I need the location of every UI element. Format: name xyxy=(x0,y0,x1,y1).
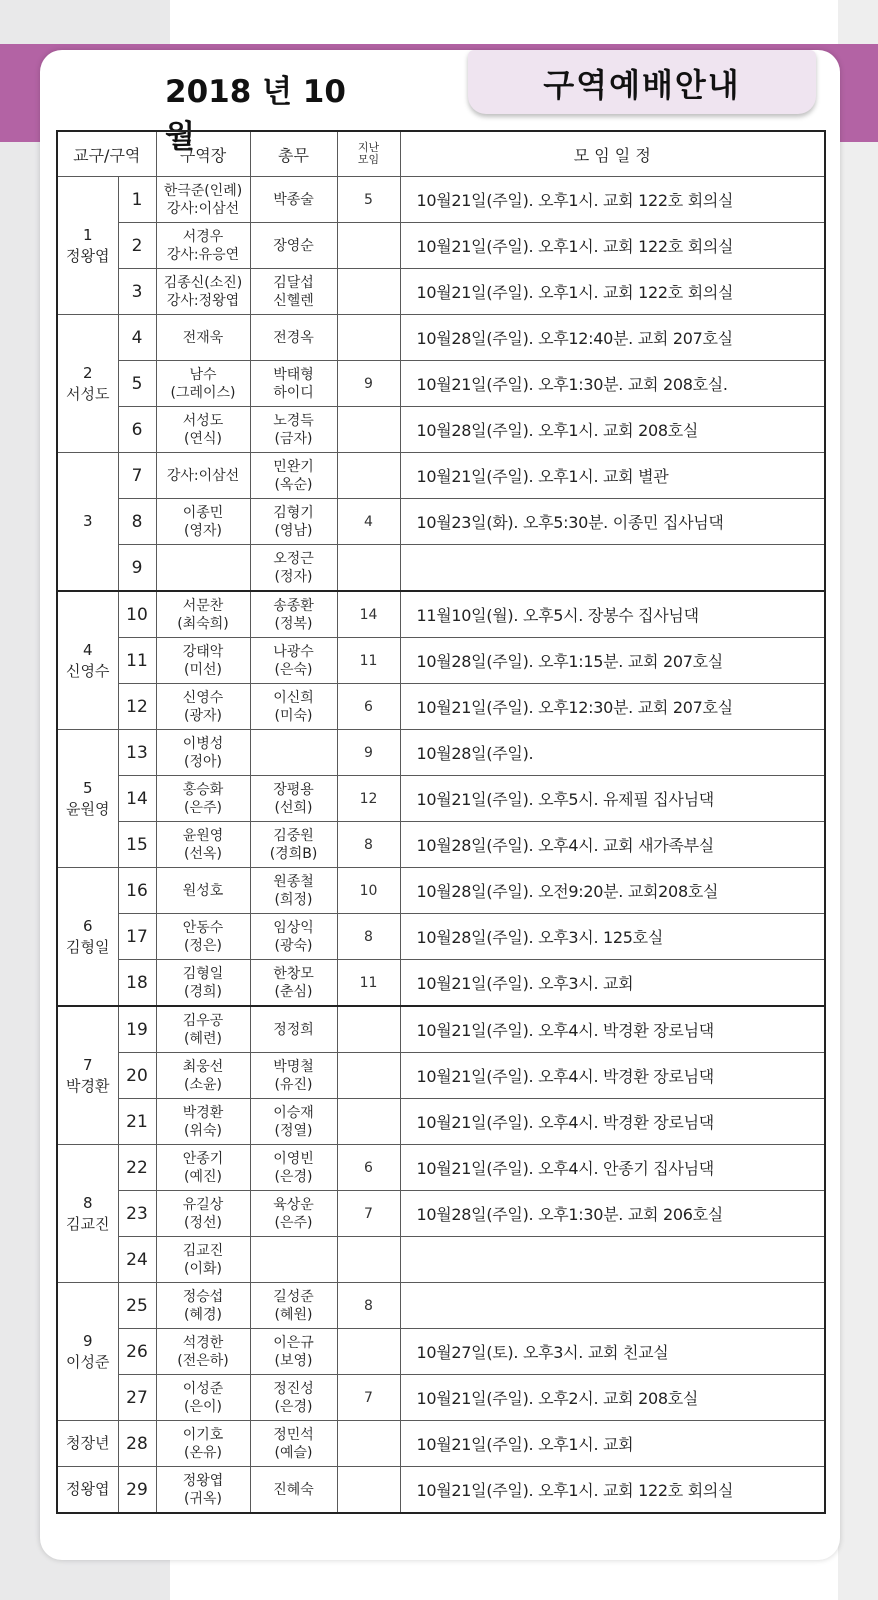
leader-cell: 김형일 (경희) xyxy=(156,960,250,1007)
zone-number-cell: 14 xyxy=(118,776,156,822)
zone-number-cell: 21 xyxy=(118,1099,156,1145)
leader-cell: 안동수 (정은) xyxy=(156,914,250,960)
zone-number-cell: 4 xyxy=(118,315,156,361)
leader-cell: 유길상 (정선) xyxy=(156,1191,250,1237)
col-header-admin: 총무 xyxy=(250,131,337,177)
zone-number-cell: 24 xyxy=(118,1237,156,1283)
schedule-cell: 11월10일(월). 오후5시. 장봉수 집사님댁 xyxy=(400,591,825,638)
past-meeting-cell: 8 xyxy=(337,1283,400,1329)
leader-cell: 강사:이삼선 xyxy=(156,453,250,499)
leader-cell: 석경한 (전은하) xyxy=(156,1329,250,1375)
schedule-cell: 10월21일(주일). 오후4시. 박경환 장로님댁 xyxy=(400,1053,825,1099)
past-meeting-cell xyxy=(337,1237,400,1283)
table-row xyxy=(57,177,825,223)
zone-number-cell: 11 xyxy=(118,638,156,684)
leader-cell: 이성준 (은이) xyxy=(156,1375,250,1421)
schedule-cell: 10월23일(화). 오후5:30분. 이종민 집사님댁 xyxy=(400,499,825,545)
schedule-cell: 10월28일(주일). 오후1:30분. 교회 206호실 xyxy=(400,1191,825,1237)
table-row xyxy=(57,1145,825,1191)
zone-number-cell: 23 xyxy=(118,1191,156,1237)
admin-cell: 이승재 (정열) xyxy=(250,1099,337,1145)
leader-cell: 전재욱 xyxy=(156,315,250,361)
zone-number-cell: 20 xyxy=(118,1053,156,1099)
table-row xyxy=(57,269,825,315)
leader-cell: 이병성 (정아) xyxy=(156,730,250,776)
zone-number-cell: 7 xyxy=(118,453,156,499)
leader-cell: 신영수 (광자) xyxy=(156,684,250,730)
district-cell: 2 서성도 xyxy=(57,315,118,453)
schedule-cell: 10월28일(주일). 오전9:20분. 교회208호실 xyxy=(400,868,825,914)
table-row xyxy=(57,914,825,960)
table-row xyxy=(57,1191,825,1237)
zone-number-cell: 6 xyxy=(118,407,156,453)
schedule-cell: 10월21일(주일). 오후12:30분. 교회 207호실 xyxy=(400,684,825,730)
past-meeting-cell: 11 xyxy=(337,638,400,684)
zone-number-cell: 22 xyxy=(118,1145,156,1191)
admin-cell xyxy=(250,730,337,776)
leader-cell: 정왕엽 (귀옥) xyxy=(156,1467,250,1514)
admin-cell: 이은규 (보영) xyxy=(250,1329,337,1375)
schedule-cell: 10월28일(주일). xyxy=(400,730,825,776)
leader-cell: 김종신(소진) 강사:정왕엽 xyxy=(156,269,250,315)
admin-cell: 나광수 (은숙) xyxy=(250,638,337,684)
zone-number-cell: 3 xyxy=(118,269,156,315)
district-cell: 5 윤원영 xyxy=(57,730,118,868)
leader-cell: 서성도 (연식) xyxy=(156,407,250,453)
schedule-cell: 10월21일(주일). 오후1시. 교회 xyxy=(400,1421,825,1467)
past-meeting-cell: 7 xyxy=(337,1191,400,1237)
admin-cell: 원종철 (희정) xyxy=(250,868,337,914)
admin-cell: 장영순 xyxy=(250,223,337,269)
leader-cell xyxy=(156,545,250,592)
leader-cell: 남수 (그레이스) xyxy=(156,361,250,407)
table-row xyxy=(57,315,825,361)
admin-cell: 정진성 (은경) xyxy=(250,1375,337,1421)
past-meeting-cell: 6 xyxy=(337,684,400,730)
past-meeting-cell: 4 xyxy=(337,499,400,545)
leader-cell: 정승섭 (혜경) xyxy=(156,1283,250,1329)
zone-number-cell: 1 xyxy=(118,177,156,223)
past-meeting-cell: 12 xyxy=(337,776,400,822)
schedule-cell: 10월28일(주일). 오후3시. 125호실 xyxy=(400,914,825,960)
district-cell: 1 정왕엽 xyxy=(57,177,118,315)
past-meeting-cell xyxy=(337,1053,400,1099)
past-meeting-cell: 6 xyxy=(337,1145,400,1191)
schedule-cell: 10월28일(주일). 오후4시. 교회 새가족부실 xyxy=(400,822,825,868)
past-meeting-cell: 9 xyxy=(337,361,400,407)
past-meeting-cell xyxy=(337,407,400,453)
admin-cell: 송종환 (정복) xyxy=(250,591,337,638)
admin-cell: 진혜숙 xyxy=(250,1467,337,1514)
leader-cell: 이기호 (온유) xyxy=(156,1421,250,1467)
table-row xyxy=(57,1099,825,1145)
schedule-cell: 10월28일(주일). 오후1:15분. 교회 207호실 xyxy=(400,638,825,684)
admin-cell: 정정희 xyxy=(250,1006,337,1053)
district-cell: 9 이성준 xyxy=(57,1283,118,1421)
table-header-row xyxy=(57,131,825,177)
table-row xyxy=(57,684,825,730)
past-meeting-cell xyxy=(337,1329,400,1375)
admin-cell: 육상운 (은주) xyxy=(250,1191,337,1237)
table-row xyxy=(57,868,825,914)
schedule-cell: 10월21일(주일). 오후4시. 박경환 장로님댁 xyxy=(400,1099,825,1145)
admin-cell: 임상익 (광숙) xyxy=(250,914,337,960)
admin-cell: 이신희 (미숙) xyxy=(250,684,337,730)
leader-cell: 강태악 (미선) xyxy=(156,638,250,684)
district-cell: 정왕엽 xyxy=(57,1467,118,1514)
zone-number-cell: 19 xyxy=(118,1006,156,1053)
schedule-cell: 10월21일(주일). 오후1시. 교회 122호 회의실 xyxy=(400,1467,825,1514)
table-row xyxy=(57,1421,825,1467)
leader-cell: 이종민 (영자) xyxy=(156,499,250,545)
schedule-cell xyxy=(400,1237,825,1283)
col-header-zone: 교구/구역 xyxy=(57,131,156,177)
col-header-past-meeting: 지난 모임 xyxy=(337,131,400,177)
table-row xyxy=(57,1329,825,1375)
past-meeting-cell xyxy=(337,1421,400,1467)
past-meeting-cell: 8 xyxy=(337,822,400,868)
leader-cell: 박경환 (위숙) xyxy=(156,1099,250,1145)
table-row xyxy=(57,499,825,545)
leader-cell: 서경우 강사:유응연 xyxy=(156,223,250,269)
table-row xyxy=(57,1006,825,1053)
schedule-cell: 10월21일(주일). 오후1시. 교회 별관 xyxy=(400,453,825,499)
title-tab xyxy=(468,50,816,114)
district-cell: 3 xyxy=(57,453,118,592)
table-row xyxy=(57,591,825,638)
admin-cell: 김형기 (영남) xyxy=(250,499,337,545)
zone-number-cell: 13 xyxy=(118,730,156,776)
past-meeting-cell: 9 xyxy=(337,730,400,776)
admin-cell: 박종술 xyxy=(250,177,337,223)
zone-number-cell: 28 xyxy=(118,1421,156,1467)
admin-cell: 김달섭 신헬렌 xyxy=(250,269,337,315)
schedule-cell: 10월28일(주일). 오후1시. 교회 208호실 xyxy=(400,407,825,453)
zone-number-cell: 9 xyxy=(118,545,156,592)
table-row xyxy=(57,960,825,1007)
district-cell: 청장년 xyxy=(57,1421,118,1467)
zone-number-cell: 29 xyxy=(118,1467,156,1514)
schedule-cell: 10월21일(주일). 오후4시. 안종기 집사님댁 xyxy=(400,1145,825,1191)
zone-number-cell: 26 xyxy=(118,1329,156,1375)
admin-cell: 전경옥 xyxy=(250,315,337,361)
past-meeting-cell: 5 xyxy=(337,177,400,223)
zone-number-cell: 12 xyxy=(118,684,156,730)
zone-number-cell: 8 xyxy=(118,499,156,545)
table-row xyxy=(57,361,825,407)
zone-number-cell: 25 xyxy=(118,1283,156,1329)
admin-cell: 장평용 (선희) xyxy=(250,776,337,822)
table-row xyxy=(57,776,825,822)
leader-cell: 최웅선 (소윤) xyxy=(156,1053,250,1099)
table-row xyxy=(57,407,825,453)
schedule-cell: 10월21일(주일). 오후5시. 유제필 집사님댁 xyxy=(400,776,825,822)
past-meeting-cell: 7 xyxy=(337,1375,400,1421)
table-row xyxy=(57,638,825,684)
leader-cell: 홍승화 (은주) xyxy=(156,776,250,822)
right-margin-panel xyxy=(838,0,878,1600)
admin-cell: 박태형 하이디 xyxy=(250,361,337,407)
table-row xyxy=(57,730,825,776)
zone-number-cell: 15 xyxy=(118,822,156,868)
schedule-cell: 10월21일(주일). 오후1시. 교회 122호 회의실 xyxy=(400,269,825,315)
past-meeting-cell: 14 xyxy=(337,591,400,638)
table-row xyxy=(57,1467,825,1514)
district-cell: 7 박경환 xyxy=(57,1006,118,1145)
district-cell: 4 신영수 xyxy=(57,591,118,730)
district-cell: 6 김형일 xyxy=(57,868,118,1007)
table-row xyxy=(57,223,825,269)
table-row xyxy=(57,1053,825,1099)
past-meeting-cell: 11 xyxy=(337,960,400,1007)
admin-cell: 민완기 (옥순) xyxy=(250,453,337,499)
schedule-cell: 10월21일(주일). 오후2시. 교회 208호실 xyxy=(400,1375,825,1421)
table-row xyxy=(57,453,825,499)
schedule-cell: 10월21일(주일). 오후1:30분. 교회 208호실. xyxy=(400,361,825,407)
admin-cell: 정민석 (예슬) xyxy=(250,1421,337,1467)
leader-cell: 김교진 (이화) xyxy=(156,1237,250,1283)
leader-cell: 서문찬 (최숙희) xyxy=(156,591,250,638)
admin-cell: 이영빈 (은경) xyxy=(250,1145,337,1191)
past-meeting-cell: 10 xyxy=(337,868,400,914)
zone-number-cell: 17 xyxy=(118,914,156,960)
table-row xyxy=(57,1375,825,1421)
col-header-leader: 구역장 xyxy=(156,131,250,177)
schedule-cell: 10월27일(토). 오후3시. 교회 친교실 xyxy=(400,1329,825,1375)
past-meeting-cell xyxy=(337,1467,400,1514)
admin-cell: 박명철 (유진) xyxy=(250,1053,337,1099)
past-meeting-cell xyxy=(337,223,400,269)
tab-title: 구역예배안내 xyxy=(543,66,741,104)
leader-cell: 김우공 (혜련) xyxy=(156,1006,250,1053)
leader-cell: 윤원영 (선옥) xyxy=(156,822,250,868)
table-row xyxy=(57,545,825,592)
date-title: 2018 년 10월 xyxy=(165,74,346,155)
schedule-cell: 10월21일(주일). 오후3시. 교회 xyxy=(400,960,825,1007)
table-row xyxy=(57,1237,825,1283)
schedule-table xyxy=(56,130,826,1514)
admin-cell: 길성준 (혜원) xyxy=(250,1283,337,1329)
zone-number-cell: 27 xyxy=(118,1375,156,1421)
admin-cell xyxy=(250,1237,337,1283)
col-header-schedule: 모 임 일 정 xyxy=(400,131,825,177)
leader-cell: 원성호 xyxy=(156,868,250,914)
schedule-cell: 10월21일(주일). 오후1시. 교회 122호 회의실 xyxy=(400,223,825,269)
past-meeting-cell xyxy=(337,1006,400,1053)
schedule-cell xyxy=(400,1283,825,1329)
leader-cell: 한극준(인례) 강사:이삼선 xyxy=(156,177,250,223)
table-row xyxy=(57,1283,825,1329)
schedule-cell: 10월21일(주일). 오후1시. 교회 122호 회의실 xyxy=(400,177,825,223)
schedule-cell: 10월28일(주일). 오후12:40분. 교회 207호실 xyxy=(400,315,825,361)
zone-number-cell: 5 xyxy=(118,361,156,407)
admin-cell: 한창모 (춘심) xyxy=(250,960,337,1007)
zone-number-cell: 16 xyxy=(118,868,156,914)
past-meeting-cell: 8 xyxy=(337,914,400,960)
leader-cell: 안종기 (예진) xyxy=(156,1145,250,1191)
district-cell: 8 김교진 xyxy=(57,1145,118,1283)
past-meeting-cell xyxy=(337,545,400,592)
schedule-cell xyxy=(400,545,825,592)
past-meeting-cell xyxy=(337,1099,400,1145)
zone-number-cell: 18 xyxy=(118,960,156,1007)
schedule-cell: 10월21일(주일). 오후4시. 박경환 장로님댁 xyxy=(400,1006,825,1053)
admin-cell: 김중원 (경희B) xyxy=(250,822,337,868)
table-row xyxy=(57,822,825,868)
admin-cell: 노경득 (금자) xyxy=(250,407,337,453)
past-meeting-cell xyxy=(337,315,400,361)
admin-cell: 오정근 (정자) xyxy=(250,545,337,592)
zone-number-cell: 2 xyxy=(118,223,156,269)
past-meeting-cell xyxy=(337,269,400,315)
past-meeting-cell xyxy=(337,453,400,499)
zone-number-cell: 10 xyxy=(118,591,156,638)
